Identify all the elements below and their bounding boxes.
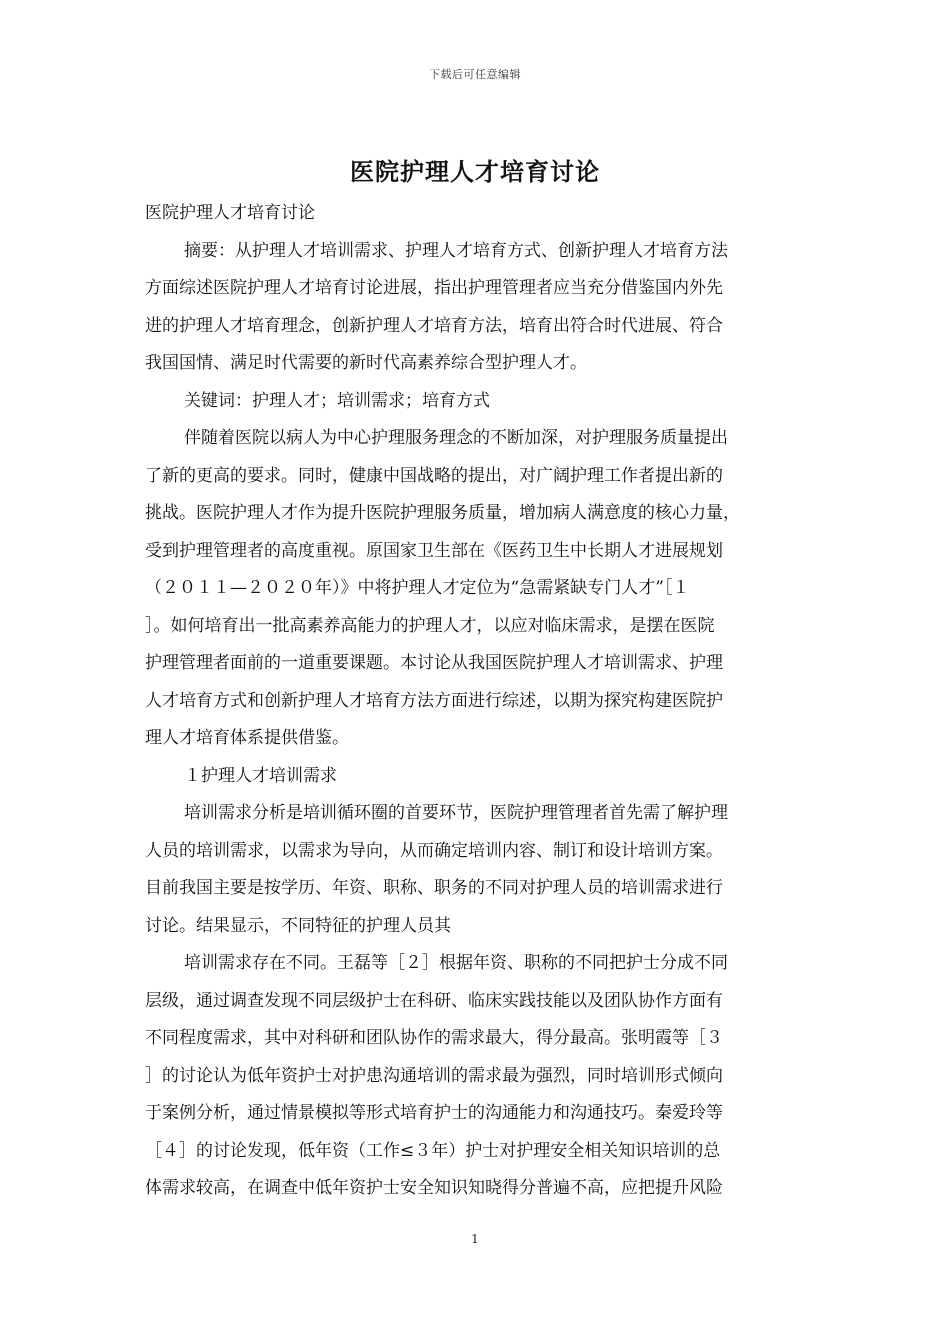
text-line: 培训需求存在不同。王磊等［２］根据年资、职称的不同把护士分成不同: [184, 953, 728, 973]
text-line: 受到护理管理者的高度重视。原国家卫生部在《医药卫生中长期人才进展规划: [145, 540, 723, 561]
text-line: 人员的培训需求，以需求为导向，从而确定培训内容、制订和设计培训方案。: [145, 840, 723, 861]
text-line: 医院护理人才培育讨论: [145, 203, 315, 223]
text-line: 护理管理者面前的一道重要课题。本讨论从我国医院护理人才培训需求、护理: [145, 653, 723, 673]
text-line: 进的护理人才培育理念，创新护理人才培育方法，培育出符合时代进展、符合: [145, 315, 723, 336]
text-line: 伴随着医院以病人为中心护理服务理念的不断加深，对护理服务质量提出: [184, 428, 728, 448]
text-line: 培训需求分析是培训循环圈的首要环节，医院护理管理者首先需了解护理: [184, 803, 728, 823]
text-line: 人才培育方式和创新护理人才培育方法方面进行综述，以期为探究构建医院护: [145, 690, 723, 711]
body-text: [145, 195, 809, 1208]
document-title: 医院护理人才培育讨论: [350, 157, 600, 186]
page-header: 下载后可任意编辑: [429, 68, 521, 81]
page-number: 1: [471, 1232, 479, 1246]
text-line: ］的讨论认为低年资护士对护患沟通培训的需求最为强烈，同时培训形式倾向: [145, 1065, 723, 1086]
text-line: 于案例分析，通过情景模拟等形式培育护士的沟通能力和沟通技巧。秦爱玲等: [145, 1103, 723, 1123]
text-line: 挑战。医院护理人才作为提升医院护理服务质量，增加病人满意度的核心力量，: [145, 503, 740, 523]
text-line: 不同程度需求，其中对科研和团队协作的需求最大，得分最高。张明霞等［３: [145, 1028, 723, 1048]
text-line: 讨论。结果显示，不同特征的护理人员其: [145, 915, 451, 936]
text-line: ［４］的讨论发现，低年资（工作≤３年）护士对护理安全相关知识培训的总: [145, 1140, 721, 1161]
text-line: 我国国情、满足时代需要的新时代高素养综合型护理人才。: [145, 353, 587, 373]
text-line: 目前我国主要是按学历、年资、职称、职务的不同对护理人员的培训需求进行: [145, 878, 723, 898]
text-line: 摘要：从护理人才培训需求、护理人才培育方式、创新护理人才培育方法: [184, 240, 728, 261]
text-line: 理人才培育体系提供借鉴。: [145, 728, 349, 748]
text-line: 层级，通过调查发现不同层级护士在科研、临床实践技能以及团队协作方面有: [145, 990, 723, 1011]
text-line: 了新的更高的要求。同时，健康中国战略的提出，对广阔护理工作者提出新的: [145, 465, 723, 486]
text-line: 关键词：护理人才；培训需求；培育方式: [184, 390, 490, 411]
text-line: １护理人才培训需求: [184, 765, 337, 786]
text-line: ］。如何培育出一批高素养高能力的护理人才，以应对临床需求，是摆在医院: [145, 615, 715, 636]
text-line: 体需求较高，在调查中低年资护士安全知识知晓得分普遍不高，应把提升风险: [145, 1178, 723, 1198]
text-line: 方面综述医院护理人才培育讨论进展，指出护理管理者应当充分借鉴国内外先: [145, 278, 723, 298]
text-line: （２０１１—２０２０年）》中将护理人才定位为“急需紧缺专门人才”［１: [145, 578, 690, 598]
